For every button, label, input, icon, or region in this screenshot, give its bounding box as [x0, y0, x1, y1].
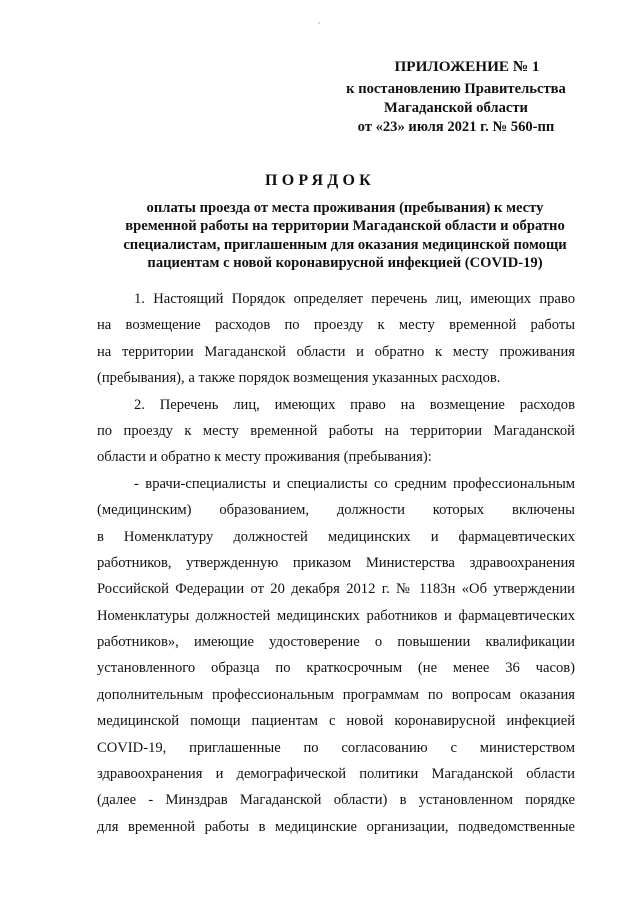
paragraph-line: области и обратно к месту проживания (пребывания): [97, 449, 432, 466]
paragraph-line: 2. Перечень лиц, имеющих право на возмещение расходов [134, 396, 575, 413]
paragraph-line: Российской Федерации от 20 декабря 2012 г. № 1183н «Об утверждении [97, 581, 575, 598]
paragraph-line: (пребывания), а также порядок возмещения указанных расходов. [97, 370, 501, 387]
paragraph-line: Номенклатуры должностей медицинских работников и фармацевтических [97, 607, 575, 624]
appendix-line: Магаданской области [384, 100, 528, 116]
paragraph-line: здравоохранения и демографической политики Магаданской области [97, 766, 575, 783]
paragraph-line: дополнительным профессиональным программам по вопросам оказания [97, 686, 575, 703]
paragraph-line: для временной работы в медицинские организации, подведомственные [97, 818, 575, 835]
document-subtitle [0, 199, 640, 272]
paragraph-line: на территории Магаданской области и обратно к месту проживания [97, 343, 575, 360]
scan-speck [318, 22, 320, 24]
subtitle-line: временной работы на территории Магаданской области и обратно [125, 218, 565, 235]
paragraph-line: 1. Настоящий Порядок определяет перечень лиц, имеющих право [134, 291, 575, 307]
paragraph-line: работников», имеющие удостоверение о повышении квалификации [97, 634, 575, 651]
document-body [97, 286, 575, 840]
appendix-title: ПРИЛОЖЕНИЕ № 1 [394, 58, 540, 75]
paragraph-line: медицинской помощи пациентам с новой коронавирусной инфекцией [97, 713, 575, 730]
paragraph-line: установленного образца по краткосрочным (не менее 36 часов) [97, 660, 575, 677]
paragraph-line: работников, утвержденную приказом Министерства здравоохранения [97, 554, 575, 571]
paragraph-line: - врачи-специалисты и специалисты со средним профессиональным [134, 475, 575, 492]
paragraph-line: COVID-19, приглашенные по согласованию с министерством [97, 739, 575, 756]
subtitle-line: пациентам с новой коронавирусной инфекцией (COVID-19) [147, 254, 543, 271]
document-title: ПОРЯДОК [265, 172, 375, 189]
paragraph-line: (медицинским) образованием, должности которых включены [97, 502, 575, 519]
paragraph-line: (далее - Минздрав Магаданской области) в установленном порядке [97, 792, 575, 809]
paragraph-line: по проезду к месту временной работы на территории Магаданской [97, 422, 575, 439]
subtitle-line: специалистам, приглашенным для оказания медицинской помощи [123, 236, 567, 253]
appendix-header [336, 57, 576, 137]
paragraph-line: на возмещение расходов по проезду к месту временной работы [97, 317, 575, 334]
appendix-line: от «23» июля 2021 г. № 560-пп [357, 119, 555, 135]
appendix-line: к постановлению Правительства [346, 81, 566, 97]
paragraph-line: в Номенклатуру должностей медицинских и фармацевтических [97, 528, 575, 545]
subtitle-line: оплаты проезда от места проживания (пребывания) к месту [146, 200, 544, 216]
